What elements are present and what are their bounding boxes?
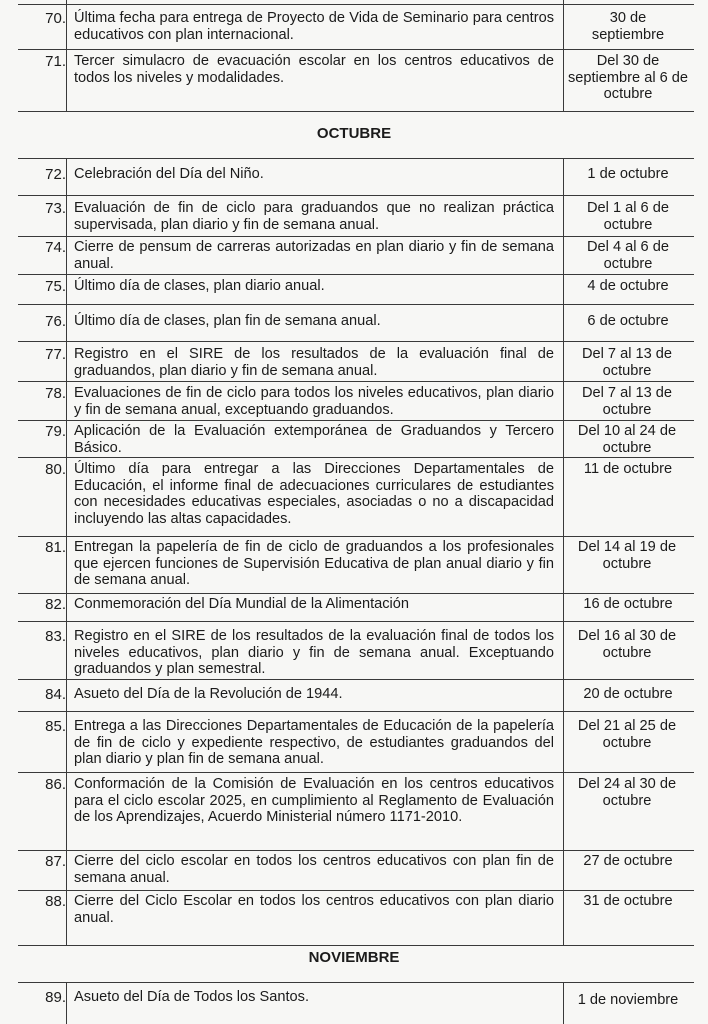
item-number: 81. — [45, 539, 66, 556]
row-divider — [18, 593, 694, 594]
row-divider — [18, 536, 694, 537]
row-divider — [18, 621, 694, 622]
item-date: Del 21 al 25 de octubre — [577, 718, 677, 751]
item-number: 74. — [45, 239, 66, 256]
item-description: Conmemoración del Día Mundial de la Alimentación — [74, 596, 410, 612]
item-number: 80. — [45, 461, 66, 478]
row-divider — [18, 982, 694, 983]
item-description: Cierre del ciclo escolar en todos los centros educativos con plan fin de semana anual. — [74, 853, 554, 886]
item-date: Del 10 al 24 de octubre — [577, 423, 677, 456]
item-number: 84. — [45, 686, 66, 703]
row-divider — [18, 304, 694, 305]
item-description: Evaluación de fin de ciclo para graduandos que no realizan práctica supervisada, plan diario y fin de semana anual. — [74, 200, 554, 233]
item-date: Del 4 al 6 de octubre — [587, 239, 669, 272]
row-divider — [18, 679, 694, 680]
row-divider — [18, 711, 694, 712]
item-date: 16 de octubre — [583, 596, 673, 612]
item-date: 6 de octubre — [587, 313, 669, 329]
row-divider — [18, 890, 694, 891]
item-description: Cierre de pensum de carreras autorizadas en plan diario y fin de semana anual. — [74, 239, 554, 272]
item-description: Último día de clases, plan diario anual. — [74, 278, 325, 294]
item-number: 87. — [45, 853, 66, 870]
item-date: Del 7 al 13 de octubre — [581, 346, 673, 379]
item-number: 83. — [45, 628, 66, 645]
item-date: 31 de octubre — [583, 893, 673, 909]
column-divider-right — [563, 158, 564, 946]
item-description: Aplicación de la Evaluación extemporánea de Graduandos y Tercero Básico. — [74, 423, 554, 456]
item-number: 77. — [45, 346, 66, 363]
item-date: 1 de octubre — [587, 166, 669, 182]
item-number: 75. — [45, 278, 66, 295]
item-number: 76. — [45, 313, 66, 330]
item-date: Del 16 al 30 de octubre — [577, 628, 677, 661]
item-number: 73. — [45, 200, 66, 217]
month-heading-october: OCTUBRE — [316, 125, 392, 142]
row-divider — [18, 381, 694, 382]
row-divider — [18, 4, 694, 5]
item-number: 89. — [45, 989, 66, 1006]
item-description: Entregan la papelería de fin de ciclo de graduandos a los profesionales que ejercen funciones de Supervisión Educativa de plan anual diario y fin de semana anual. — [74, 539, 554, 588]
item-number: 85. — [45, 718, 66, 735]
row-divider — [18, 158, 694, 159]
column-divider-left — [66, 0, 67, 112]
column-divider-left — [66, 158, 67, 946]
item-number: 71. — [45, 53, 66, 70]
row-divider — [18, 274, 694, 275]
row-divider — [18, 195, 694, 196]
item-description: Asueto del Día de la Revolución de 1944. — [74, 686, 343, 702]
item-description: Registro en el SIRE de los resultados de la evaluación final de todos los niveles educativos, plan diario y fin de semana anual. Exceptuando graduandos y plan semestral. — [74, 628, 554, 677]
item-date: 11 de octubre — [583, 461, 673, 477]
row-divider — [18, 945, 694, 946]
item-date: 4 de octubre — [587, 278, 669, 294]
item-date: 27 de octubre — [583, 853, 673, 869]
item-date: Del 24 al 30 de octubre — [577, 776, 677, 809]
item-date: Del 14 al 19 de octubre — [577, 539, 677, 572]
row-divider — [18, 236, 694, 237]
item-description: Conformación de la Comisión de Evaluación en los centros educativos para el ciclo escolar 2025, en cumplimiento al Reglamento de Evaluación de los Aprendizajes, Acuerdo Ministerial número 1171-2010. — [74, 776, 554, 825]
item-number: 82. — [45, 596, 66, 613]
item-number: 78. — [45, 385, 66, 402]
item-description: Evaluaciones de fin de ciclo para todos los niveles educativos, plan diario y fin de semana anual, exceptuando graduandos. — [74, 385, 554, 418]
item-number: 86. — [45, 776, 66, 793]
item-description: Asueto del Día de Todos los Santos. — [74, 989, 310, 1005]
item-description: Último día de clases, plan fin de semana anual. — [74, 313, 381, 329]
item-description: Último día para entregar a las Direcciones Departamentales de Educación, el informe final de adecuaciones curriculares de estudiantes con necesidades educativas especiales, asociadas o no a discapacidad incluyendo las altas capacidades. — [74, 461, 554, 527]
row-divider — [18, 457, 694, 458]
item-number: 88. — [45, 893, 66, 910]
row-divider — [18, 49, 694, 50]
row-divider — [18, 420, 694, 421]
row-divider — [18, 341, 694, 342]
row-divider — [18, 850, 694, 851]
item-date: Del 1 al 6 de octubre — [587, 200, 669, 233]
item-description: Cierre del Ciclo Escolar en todos los centros educativos con plan diario anual. — [74, 893, 554, 926]
column-divider-left — [66, 982, 67, 1024]
item-description: Entrega a las Direcciones Departamentales de Educación de la papelería de fin de ciclo y expediente respectivo, de estudiantes graduandos del plan diario y plan fin de semana anual. — [74, 718, 554, 767]
item-date: 1 de noviembre — [577, 992, 679, 1008]
item-number: 72. — [45, 166, 66, 183]
row-divider — [18, 111, 694, 112]
item-description: Última fecha para entrega de Proyecto de Vida de Seminario para centros educativos con plan internacional. — [74, 10, 554, 43]
month-heading-november: NOVIEMBRE — [308, 949, 400, 966]
item-number: 70. — [45, 10, 66, 27]
item-number: 79. — [45, 423, 66, 440]
item-date: Del 30 de septiembre al 6 de octubre — [567, 53, 689, 102]
item-description: Registro en el SIRE de los resultados de la evaluación final de graduandos, plan diario y fin de semana anual. — [74, 346, 554, 379]
item-description: Celebración del Día del Niño. — [74, 166, 264, 182]
item-date: 20 de octubre — [583, 686, 673, 702]
item-description: Tercer simulacro de evacuación escolar en los centros educativos de todos los niveles y modalidades. — [74, 53, 554, 86]
row-divider — [18, 772, 694, 773]
item-date: 30 de septiembre — [591, 10, 665, 43]
item-date: Del 7 al 13 de octubre — [581, 385, 673, 418]
